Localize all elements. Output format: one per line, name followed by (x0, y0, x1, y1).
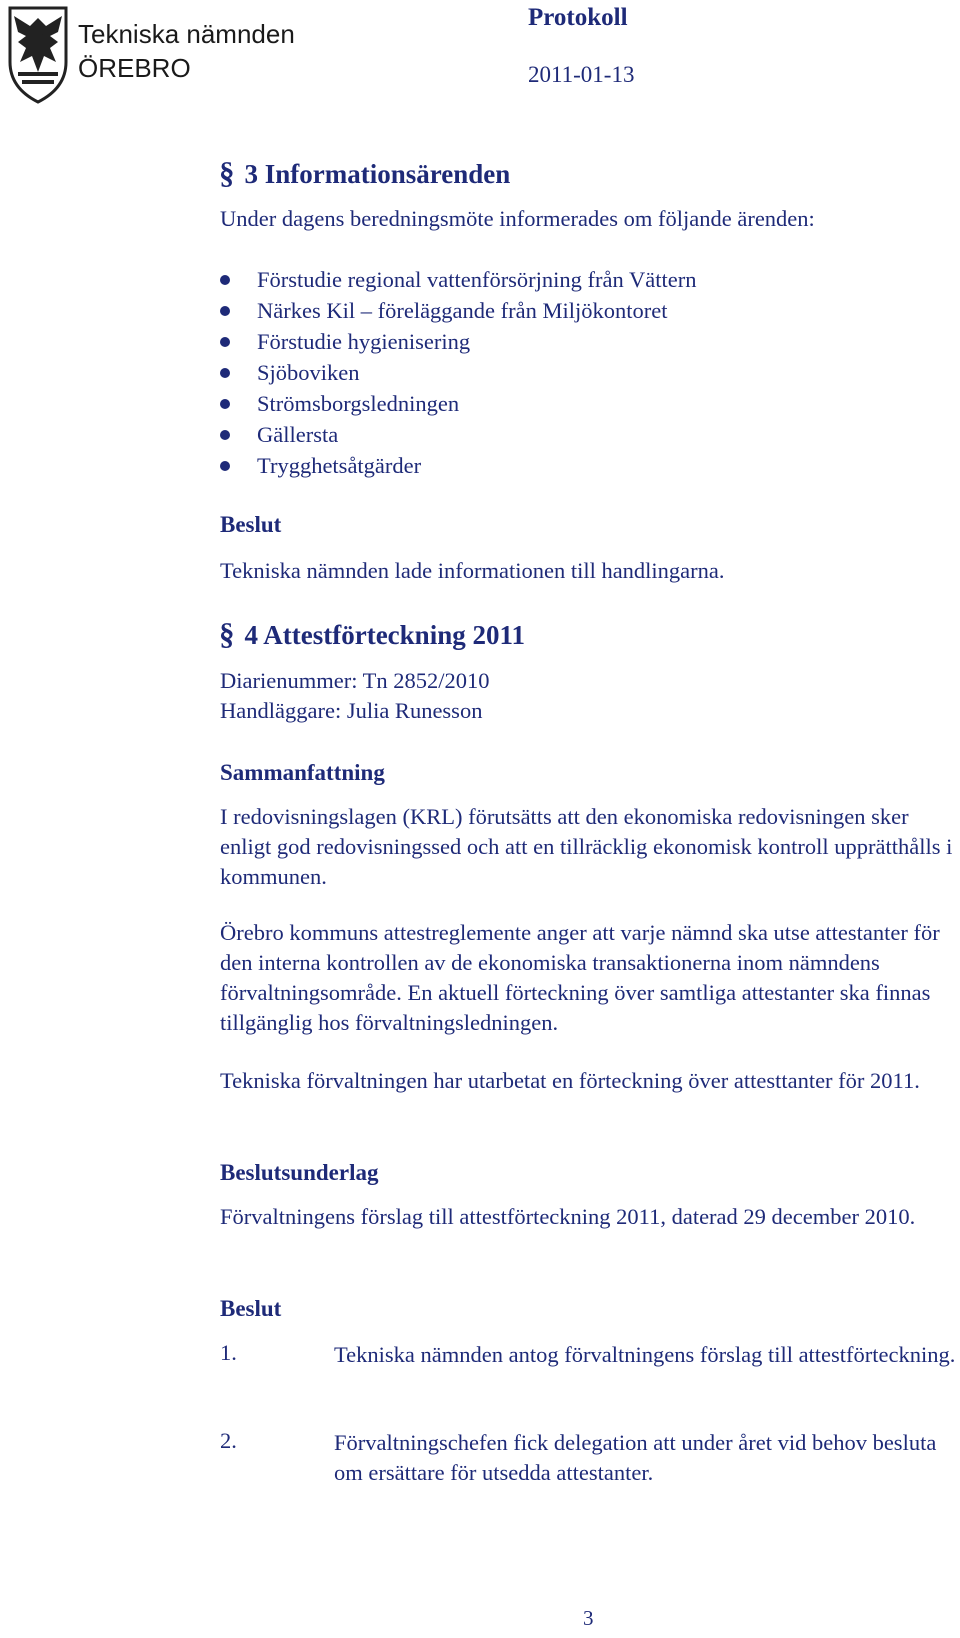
section-4-title: 4 Attestförteckning 2011 (244, 620, 525, 650)
orebro-logo (4, 2, 296, 106)
org-city: ÖREBRO (78, 53, 191, 83)
info-items-list (220, 264, 696, 481)
summary-paragraph-1: I redovisningslagen (KRL) förutsätts att den ekonomiska redovisningen sker enligt god redovisningssed och att en tillräcklig ekonomisk kontroll upprätthålls i kommunen. (220, 804, 953, 889)
list-item: Förstudie regional vattenförsörjning från Vättern (220, 264, 696, 295)
basis-heading: Beslutsunderlag (220, 1160, 379, 1185)
list-item: Närkes Kil – föreläggande från Miljökontoret (220, 295, 696, 326)
bullet-icon (220, 399, 230, 409)
section-3-intro: Under dagens beredningsmöte informerades om följande ärenden: (220, 206, 815, 231)
document-date: 2011-01-13 (528, 62, 635, 87)
summary-paragraph-3: Tekniska förvaltningen har utarbetat en förteckning över attesttanter för 2011. (220, 1068, 920, 1093)
list-item: Sjöboviken (220, 357, 696, 388)
decision-number: 2. (220, 1428, 237, 1453)
list-item: Förstudie hygienisering (220, 326, 696, 357)
summary-paragraph-2: Örebro kommuns attestreglemente anger att varje nämnd ska utse attestanter för den interna kontrollen av de ekonomiska transaktionerna inom nämndens förvaltningsområde. En aktuell förteckning över samtliga attestanter ska finnas tillgänglig hos förvaltningsledningen. (220, 920, 940, 1035)
decision-text: Förvaltningschefen fick delegation att under året vid behov besluta om ersättare för utsedda attestanter. (334, 1430, 937, 1485)
document-type: Protokoll (528, 4, 628, 31)
bullet-icon (220, 368, 230, 378)
bullet-icon (220, 430, 230, 440)
section-3-decision-text: Tekniska nämnden lade informationen till handlingarna. (220, 558, 725, 583)
summary-heading: Sammanfattning (220, 760, 385, 785)
decision-number: 1. (220, 1340, 237, 1365)
section-3-title: 3 Informationsärenden (244, 159, 511, 189)
list-item: Gällersta (220, 419, 696, 450)
handlaggare: Handläggare: Julia Runesson (220, 698, 483, 723)
section-3-heading (219, 156, 510, 191)
list-item: Trygghetsåtgärder (220, 450, 696, 481)
decision-text: Tekniska nämnden antog förvaltningens förslag till attestförteckning. (334, 1342, 956, 1367)
section-3-decision-heading: Beslut (220, 512, 282, 537)
bullet-icon (220, 306, 230, 316)
paragraph-symbol: § (219, 155, 235, 190)
bullet-icon (220, 461, 230, 471)
bullet-icon (220, 337, 230, 347)
list-item: Strömsborgsledningen (220, 388, 696, 419)
basis-text: Förvaltningens förslag till attestförteckning 2011, daterad 29 december 2010. (220, 1204, 916, 1229)
section-4-heading (219, 617, 525, 652)
bullet-icon (220, 275, 230, 285)
paragraph-symbol: § (219, 616, 235, 651)
page-number: 3 (583, 1606, 594, 1630)
coat-of-arms-icon (10, 8, 66, 102)
org-name: Tekniska nämnden (78, 19, 295, 49)
section-4-decision-heading: Beslut (220, 1296, 282, 1321)
diarienummer: Diarienummer: Tn 2852/2010 (220, 668, 490, 693)
